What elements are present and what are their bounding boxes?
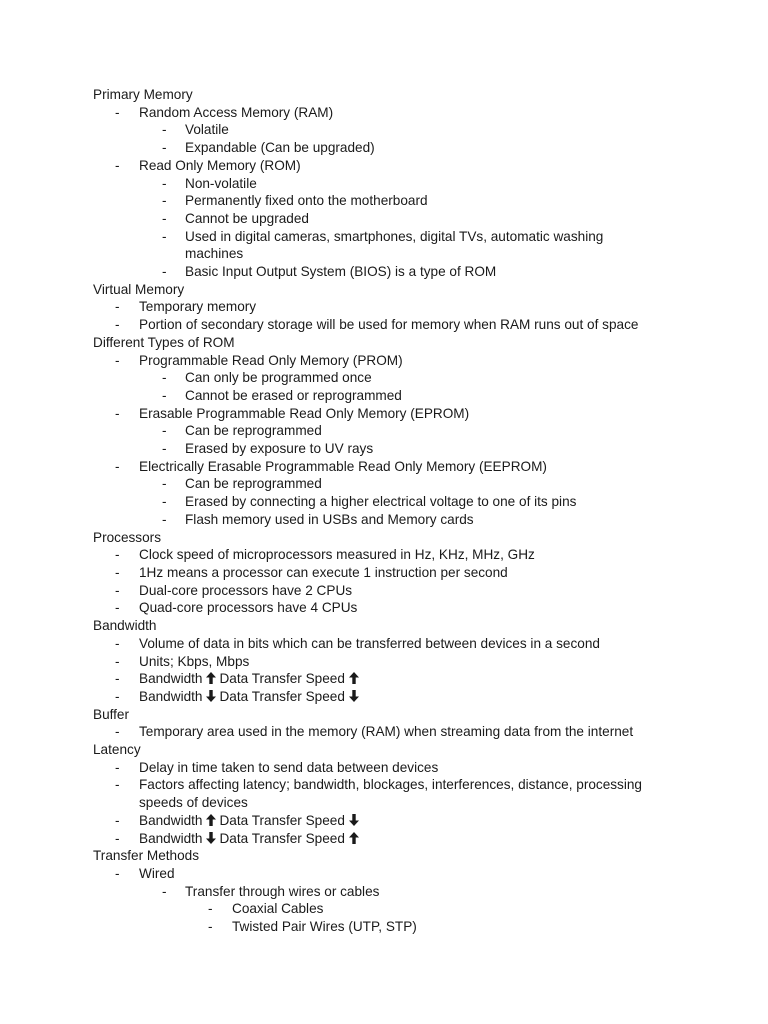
list-item xyxy=(93,298,768,316)
list-bullet: - xyxy=(208,919,213,935)
item-text: Different Types of ROM xyxy=(93,334,235,350)
item-text: Bandwidth xyxy=(93,618,157,634)
list-item xyxy=(93,263,768,281)
list-item xyxy=(93,422,768,440)
item-text: 1Hz means a processor can execute 1 instruction per second xyxy=(139,564,508,580)
list-item xyxy=(93,458,768,476)
list-bullet: - xyxy=(162,476,167,492)
list-bullet: - xyxy=(115,104,120,120)
arrow-down-icon xyxy=(206,689,216,701)
item-text: Can only be programmed once xyxy=(185,370,372,386)
segment-text: Data Transfer Speed xyxy=(219,812,345,828)
item-text: Non-volatile xyxy=(185,175,257,191)
list-bullet: - xyxy=(162,264,167,280)
list-item xyxy=(93,121,768,139)
list-bullet: - xyxy=(115,724,120,740)
list-bullet: - xyxy=(115,653,120,669)
arrow-up-icon xyxy=(349,831,359,843)
item-text: Volume of data in bits which can be transferred between devices in a second xyxy=(139,635,600,651)
list-item xyxy=(93,670,768,688)
item-text: Erased by connecting a higher electrical voltage to one of its pins xyxy=(185,494,577,510)
item-text: Buffer xyxy=(93,706,130,722)
list-bullet: - xyxy=(162,210,167,226)
list-bullet: - xyxy=(162,193,167,209)
item-text: Cannot be erased or reprogrammed xyxy=(185,387,402,403)
arrow-down-icon xyxy=(349,813,359,825)
list-bullet: - xyxy=(162,387,167,403)
segment-text: Data Transfer Speed xyxy=(219,830,345,846)
section-heading xyxy=(93,706,768,724)
item-text: Erasable Programmable Read Only Memory (EPROM) xyxy=(139,405,470,421)
list-item xyxy=(93,599,768,617)
segment-text: Data Transfer Speed xyxy=(219,671,345,687)
list-bullet: - xyxy=(115,299,120,315)
item-text: Delay in time taken to send data between devices xyxy=(139,759,439,775)
list-item xyxy=(93,157,768,175)
item-text: Processors xyxy=(93,529,161,545)
item-text: Portion of secondary storage will be used for memory when RAM runs out of space xyxy=(139,317,639,333)
list-item xyxy=(93,369,768,387)
item-text: Used in digital cameras, smartphones, digital TVs, automatic washing machines xyxy=(185,228,604,262)
section-heading xyxy=(93,281,768,299)
item-text: Dual-core processors have 2 CPUs xyxy=(139,582,353,598)
section-heading xyxy=(93,741,768,759)
list-bullet: - xyxy=(115,688,120,704)
item-text: Primary Memory xyxy=(93,87,193,102)
segment-text: Bandwidth xyxy=(139,671,203,687)
item-text xyxy=(139,830,669,848)
list-bullet: - xyxy=(115,777,120,793)
list-bullet: - xyxy=(115,635,120,651)
list-item xyxy=(93,440,768,458)
list-item xyxy=(93,475,768,493)
section-heading xyxy=(93,529,768,547)
section-heading xyxy=(93,617,768,635)
list-item xyxy=(93,653,768,671)
item-text xyxy=(139,670,669,688)
list-item xyxy=(93,104,768,122)
list-item xyxy=(93,759,768,777)
list-item xyxy=(93,830,768,848)
item-text: Twisted Pair Wires (UTP, STP) xyxy=(232,919,417,935)
list-item xyxy=(93,493,768,511)
list-item xyxy=(93,723,768,741)
segment-text: Bandwidth xyxy=(139,812,203,828)
list-item xyxy=(93,210,768,228)
list-bullet: - xyxy=(115,317,120,333)
item-text: Basic Input Output System (BIOS) is a type of ROM xyxy=(185,264,497,280)
item-text: Transfer Methods xyxy=(93,848,200,864)
item-text: Latency xyxy=(93,742,141,758)
list-bullet: - xyxy=(115,865,120,881)
segment-text: Bandwidth xyxy=(139,830,203,846)
list-item xyxy=(93,812,768,830)
list-item xyxy=(93,582,768,600)
item-text: Can be reprogrammed xyxy=(185,476,322,492)
list-bullet: - xyxy=(162,122,167,138)
list-item xyxy=(93,316,768,334)
list-item xyxy=(93,688,768,706)
list-item xyxy=(93,900,768,918)
item-text: Transfer through wires or cables xyxy=(185,883,380,899)
list-bullet: - xyxy=(162,883,167,899)
list-item xyxy=(93,175,768,193)
list-bullet: - xyxy=(115,812,120,828)
item-text: Coaxial Cables xyxy=(232,901,324,917)
list-item xyxy=(93,405,768,423)
list-item xyxy=(93,511,768,529)
list-bullet: - xyxy=(162,494,167,510)
list-bullet: - xyxy=(115,458,120,474)
item-text: Volatile xyxy=(185,122,229,138)
list-item xyxy=(93,387,768,405)
list-bullet: - xyxy=(115,582,120,598)
item-text: Flash memory used in USBs and Memory cards xyxy=(185,511,474,527)
item-text: Cannot be upgraded xyxy=(185,210,309,226)
item-text: Permanently fixed onto the motherboard xyxy=(185,193,428,209)
list-item xyxy=(93,352,768,370)
item-text: Read Only Memory (ROM) xyxy=(139,157,301,173)
list-item xyxy=(93,546,768,564)
list-bullet: - xyxy=(115,157,120,173)
arrow-up-icon xyxy=(349,671,359,683)
item-text: Quad-core processors have 4 CPUs xyxy=(139,600,358,616)
section-heading xyxy=(93,847,768,865)
arrow-down-icon xyxy=(349,689,359,701)
item-text: Expandable (Can be upgraded) xyxy=(185,140,375,156)
list-bullet: - xyxy=(162,140,167,156)
list-bullet: - xyxy=(115,671,120,687)
item-text: Virtual Memory xyxy=(93,281,185,297)
item-text: Units; Kbps, Mbps xyxy=(139,653,250,669)
item-text: Wired xyxy=(139,865,175,881)
segment-text: Bandwidth xyxy=(139,688,203,704)
item-text xyxy=(139,812,669,830)
list-item xyxy=(93,776,768,811)
list-item xyxy=(93,635,768,653)
list-bullet: - xyxy=(162,423,167,439)
arrow-up-icon xyxy=(206,671,216,683)
item-text: Can be reprogrammed xyxy=(185,423,322,439)
list-item xyxy=(93,918,768,936)
item-text: Electrically Erasable Programmable Read Only Memory (EEPROM) xyxy=(139,458,547,474)
item-text: Random Access Memory (RAM) xyxy=(139,104,334,120)
list-item xyxy=(93,865,768,883)
list-bullet: - xyxy=(115,759,120,775)
arrow-down-icon xyxy=(206,831,216,843)
list-item xyxy=(93,564,768,582)
list-item xyxy=(93,139,768,157)
item-text: Erased by exposure to UV rays xyxy=(185,441,374,457)
list-bullet: - xyxy=(162,175,167,191)
list-bullet: - xyxy=(162,228,167,244)
list-bullet: - xyxy=(115,600,120,616)
list-item xyxy=(93,883,768,901)
section-heading xyxy=(93,334,768,352)
list-bullet: - xyxy=(162,511,167,527)
list-bullet: - xyxy=(115,405,120,421)
list-item xyxy=(93,192,768,210)
list-item xyxy=(93,228,768,263)
item-text xyxy=(139,688,669,706)
list-bullet: - xyxy=(115,352,120,368)
list-bullet: - xyxy=(115,547,120,563)
arrow-up-icon xyxy=(206,813,216,825)
list-bullet: - xyxy=(162,441,167,457)
segment-text: Data Transfer Speed xyxy=(219,688,345,704)
item-text: Clock speed of microprocessors measured in Hz, KHz, MHz, GHz xyxy=(139,547,535,563)
item-text: Programmable Read Only Memory (PROM) xyxy=(139,352,403,368)
notes-outline xyxy=(93,86,768,936)
list-bullet: - xyxy=(115,564,120,580)
item-text: Factors affecting latency; bandwidth, blockages, interferences, distance, processing speeds of devices xyxy=(139,777,642,811)
section-heading xyxy=(93,86,768,104)
list-bullet: - xyxy=(162,370,167,386)
item-text: Temporary memory xyxy=(139,299,257,315)
item-text: Temporary area used in the memory (RAM) when streaming data from the internet xyxy=(139,724,634,740)
list-bullet: - xyxy=(115,830,120,846)
list-bullet: - xyxy=(208,901,213,917)
